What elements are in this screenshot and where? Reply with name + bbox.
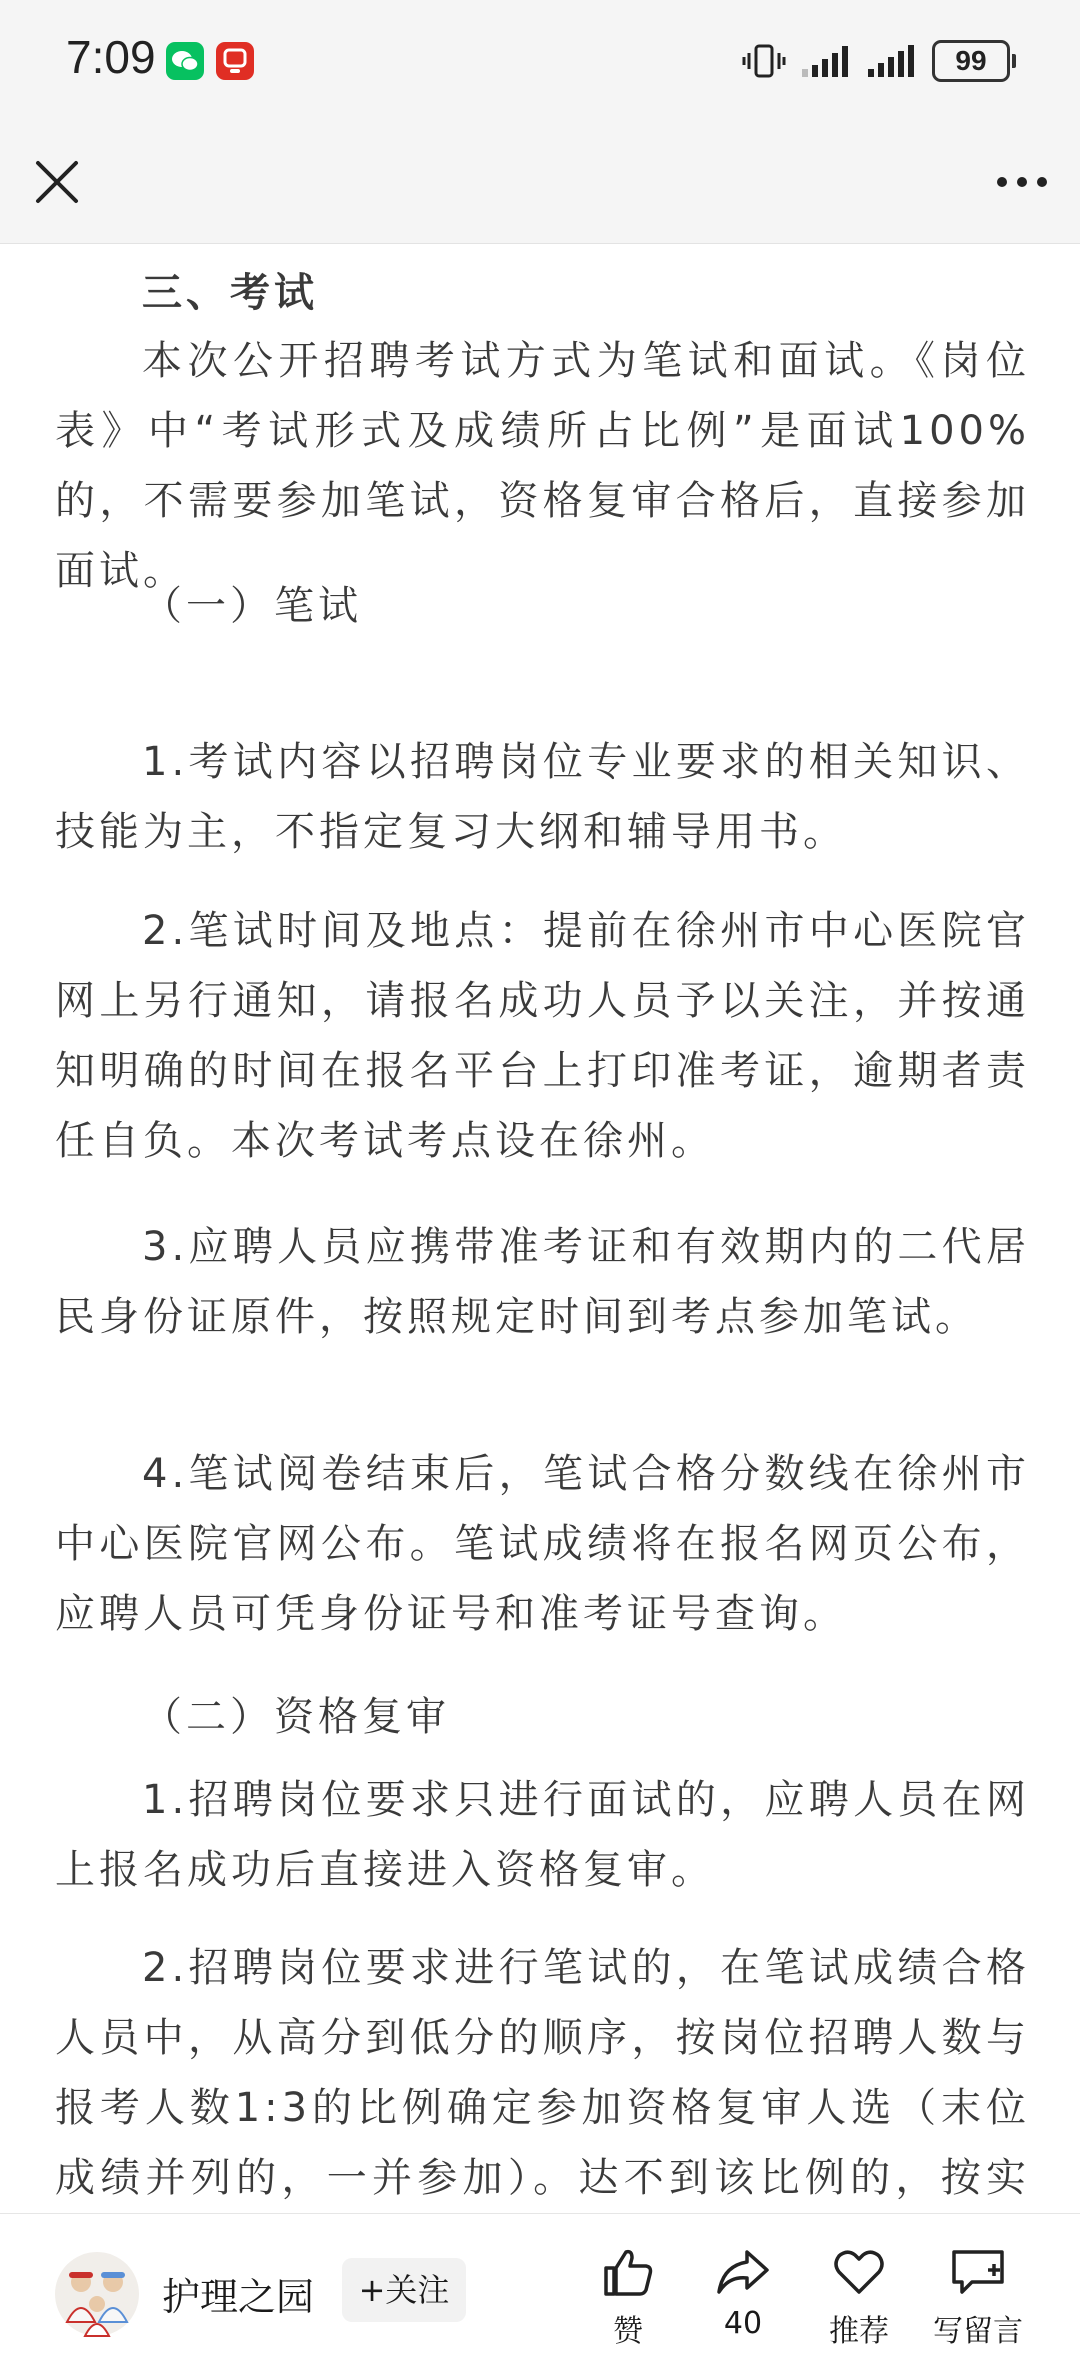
close-button[interactable] <box>28 153 86 211</box>
comment-label: 写留言 <box>933 2314 1023 2349</box>
more-icon <box>990 153 1054 211</box>
heart-icon <box>831 2246 887 2298</box>
wechat-icon <box>166 42 204 80</box>
signal-2-icon <box>866 43 918 79</box>
comment-add-icon <box>948 2246 1008 2298</box>
paragraph-exam-results: 4.笔试阅卷结束后，笔试合格分数线在徐州市中心医院官网公布。笔试成绩将在报名网页公布，应聘人员可凭身份证号和准考证号查询。 <box>55 1451 1030 1637</box>
subheading-qualification-review: （二）资格复审 <box>142 1694 450 1740</box>
paragraph-exam-method: 本次公开招聘考试方式为笔试和面试。《岗位表》中“考试形式及成绩所占比例”是面试100%的，不需要参加笔试，资格复审合格后，直接参加面试。 <box>55 338 1030 594</box>
bottom-bar <box>0 2213 1080 2374</box>
share-icon <box>715 2246 771 2298</box>
subheading-written-exam: （一）笔试 <box>142 583 362 629</box>
recommend-label: 推荐 <box>829 2314 889 2349</box>
recommend-button[interactable] <box>799 2246 919 2350</box>
more-button[interactable] <box>990 153 1054 211</box>
status-time: 7:09 <box>66 31 156 83</box>
share-button[interactable] <box>683 2246 803 2341</box>
vibrate-icon <box>742 41 786 81</box>
section-heading-exam: 三、考试 <box>142 270 318 316</box>
like-label: 赞 <box>613 2314 643 2349</box>
comment-button[interactable] <box>918 2246 1038 2350</box>
battery-indicator: 99 <box>932 40 1010 82</box>
signal-1-icon <box>800 43 852 79</box>
status-bar <box>0 0 1080 125</box>
account-avatar[interactable] <box>55 2252 139 2336</box>
article-content[interactable] <box>0 244 1080 2214</box>
pinduoduo-icon <box>216 42 254 80</box>
thumbs-up-icon <box>600 2246 656 2298</box>
paragraph-exam-documents: 3.应聘人员应携带准考证和有效期内的二代居民身份证原件，按照规定时间到考点参加笔试。 <box>55 1224 1030 1340</box>
account-name[interactable]: 护理之园 <box>162 2275 315 2319</box>
paragraph-review-interview-only: 1.招聘岗位要求只进行面试的，应聘人员在网上报名成功后直接进入资格复审。 <box>55 1777 1030 1893</box>
like-button[interactable] <box>568 2246 688 2350</box>
paragraph-review-written-exam: 2.招聘岗位要求进行笔试的，在笔试成绩合格人员中，从高分到低分的顺序，按岗位招聘人数与报考人数1:3的比例确定参加资格复审人选（末位成绩并列的，一并参加）。达不到该比例的，按实 <box>55 1945 1030 2201</box>
paragraph-exam-time-place: 2.笔试时间及地点：提前在徐州市中心医院官网上另行通知，请报名成功人员予以关注，并按通知明确的时间在报名平台上打印准考证，逾期者责任自负。本次考试考点设在徐州。 <box>55 908 1030 1164</box>
share-count: 40 <box>723 2306 763 2341</box>
follow-button[interactable]: +关注 <box>342 2258 466 2322</box>
nav-bar <box>0 125 1080 244</box>
close-icon <box>28 153 86 211</box>
paragraph-exam-content: 1.考试内容以招聘岗位专业要求的相关知识、技能为主，不指定复习大纲和辅导用书。 <box>55 739 1030 855</box>
